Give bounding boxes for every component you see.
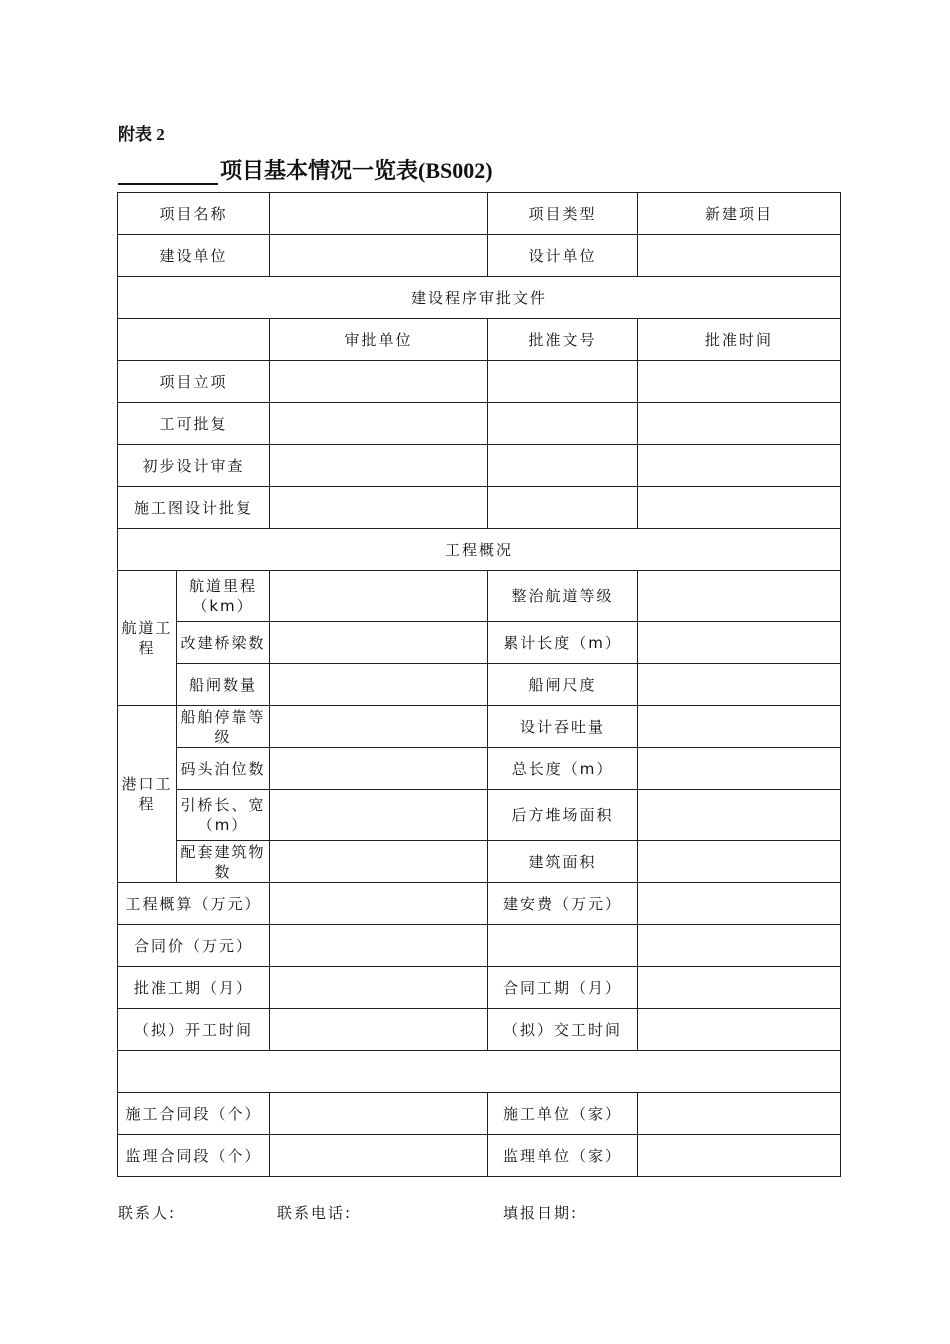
input-cell[interactable] [638,487,841,529]
empty-cell [118,319,270,361]
lock-count-label: 船闸数量 [177,664,270,706]
table-row [118,967,841,1009]
supervision-sections-label: 监理合同段（个） [118,1135,270,1177]
input-cell[interactable] [270,1093,488,1135]
approval-unit-header: 审批单位 [270,319,488,361]
approved-period-label: 批准工期（月） [118,967,270,1009]
input-cell[interactable] [638,706,841,748]
table-row [118,622,841,664]
contract-price-label: 合同价（万元） [118,925,270,967]
input-cell[interactable] [270,403,488,445]
construction-unit-label: 建设单位 [118,235,270,277]
project-type-label: 项目类型 [488,193,638,235]
blank-row[interactable] [118,1051,841,1093]
input-cell[interactable] [638,664,841,706]
input-cell[interactable] [270,487,488,529]
page-title [118,154,493,185]
contact-label: 联系人: [118,1204,177,1222]
budget-estimate-label: 工程概算（万元） [118,883,270,925]
approach-bridge-label: 引桥长、宽（m） [177,790,270,841]
input-cell[interactable] [638,925,841,967]
phone-label: 联系电话: [277,1204,353,1222]
input-cell[interactable] [270,1135,488,1177]
input-cell[interactable] [270,748,488,790]
table-row [118,361,841,403]
overview-header: 工程概况 [118,529,841,571]
title-blank-field[interactable] [118,159,218,185]
building-area-label: 建筑面积 [488,841,638,883]
contract-period-label: 合同工期（月） [488,967,638,1009]
input-cell[interactable] [638,1093,841,1135]
project-name-label: 项目名称 [118,193,270,235]
construction-drawing-approval-label: 施工图设计批复 [118,487,270,529]
table-row [118,277,841,319]
design-unit-input[interactable] [638,235,841,277]
input-cell[interactable] [270,967,488,1009]
input-cell[interactable] [638,571,841,622]
input-cell[interactable] [270,361,488,403]
input-cell[interactable] [638,1135,841,1177]
table-row [118,883,841,925]
input-cell[interactable] [638,883,841,925]
table-row [118,841,841,883]
table-row [118,925,841,967]
bridge-rebuild-count-label: 改建桥梁数 [177,622,270,664]
input-cell[interactable] [488,925,638,967]
input-cell[interactable] [270,1009,488,1051]
feasibility-approval-label: 工可批复 [118,403,270,445]
table-row [118,445,841,487]
input-cell[interactable] [638,790,841,841]
input-cell[interactable] [488,445,638,487]
table-row [118,319,841,361]
input-cell[interactable] [638,841,841,883]
input-cell[interactable] [488,487,638,529]
input-cell[interactable] [270,790,488,841]
project-type-value[interactable]: 新建项目 [638,193,841,235]
table-row [118,1093,841,1135]
table-row [118,235,841,277]
table-row [118,706,841,748]
date-label: 填报日期: [503,1204,579,1222]
input-cell[interactable] [638,1009,841,1051]
input-cell[interactable] [638,622,841,664]
waterway-grade-label: 整治航道等级 [488,571,638,622]
title-text: 项目基本情况一览表(BS002) [220,158,493,183]
supervision-units-label: 监理单位（家） [488,1135,638,1177]
approval-docs-header: 建设程序审批文件 [118,277,841,319]
waterway-group-label: 航道工程 [118,571,177,706]
input-cell[interactable] [638,403,841,445]
input-cell[interactable] [270,571,488,622]
berth-count-label: 码头泊位数 [177,748,270,790]
project-establish-label: 项目立项 [118,361,270,403]
table-row [118,487,841,529]
table-row [118,664,841,706]
construction-units-label: 施工单位（家） [488,1093,638,1135]
construction-sections-label: 施工合同段（个） [118,1093,270,1135]
supporting-buildings-label: 配套建筑物数 [177,841,270,883]
berth-grade-label: 船舶停靠等级 [177,706,270,748]
construction-unit-input[interactable] [270,235,488,277]
table-row [118,1051,841,1093]
approval-doc-no-header: 批准文号 [488,319,638,361]
approval-time-header: 批准时间 [638,319,841,361]
table-row [118,529,841,571]
yard-area-label: 后方堆场面积 [488,790,638,841]
handover-time-label: （拟）交工时间 [488,1009,638,1051]
total-length-label: 总长度（m） [488,748,638,790]
table-row [118,790,841,841]
lock-size-label: 船闸尺度 [488,664,638,706]
input-cell[interactable] [488,361,638,403]
input-cell[interactable] [270,925,488,967]
input-cell[interactable] [270,445,488,487]
appendix-label: 附表 2 [118,125,165,144]
port-group-label: 港口工程 [118,706,177,883]
input-cell[interactable] [270,664,488,706]
input-cell[interactable] [638,361,841,403]
input-cell[interactable] [270,841,488,883]
waterway-length-label: 航道里程（km） [177,571,270,622]
cumulative-length-label: 累计长度（m） [488,622,638,664]
table-row [118,1135,841,1177]
table-row [118,748,841,790]
input-cell[interactable] [638,445,841,487]
table-row [118,1009,841,1051]
table-row [118,403,841,445]
table-row [118,193,841,235]
start-time-label: （拟）开工时间 [118,1009,270,1051]
project-info-table [117,192,841,1177]
input-cell[interactable] [638,748,841,790]
installation-cost-label: 建安费（万元） [488,883,638,925]
design-throughput-label: 设计吞吐量 [488,706,638,748]
table-row [118,571,841,622]
input-cell[interactable] [270,883,488,925]
input-cell[interactable] [638,967,841,1009]
input-cell[interactable] [270,706,488,748]
design-unit-label: 设计单位 [488,235,638,277]
prelim-design-review-label: 初步设计审查 [118,445,270,487]
input-cell[interactable] [270,622,488,664]
input-cell[interactable] [488,403,638,445]
project-name-input[interactable] [270,193,488,235]
